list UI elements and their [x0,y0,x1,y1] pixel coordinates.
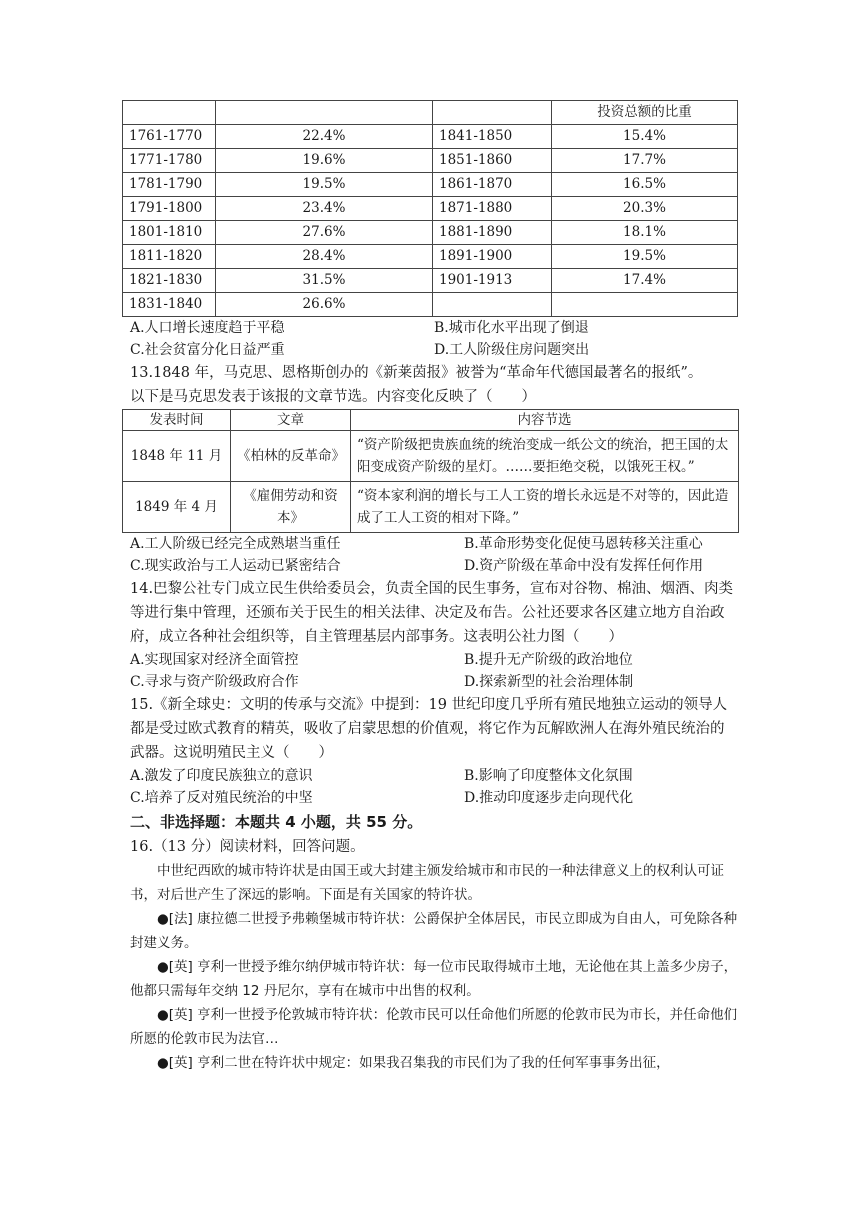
period-cell: 1881-1890 [433,221,552,245]
period-cell: 1851-1860 [433,149,552,173]
q16-material-item: ●[英] 亨利一世授予伦敦城市特许状：伦敦市民可以任命他们所愿的伦敦市民为市长，并任命他们所愿的伦敦市民为法官… [130,1007,738,1047]
q14-option-b[interactable]: B.提升无产阶级的政治地位 [464,652,633,668]
share-cell: 28.4% [216,245,433,269]
period-cell: 1891-1900 [433,245,552,269]
share-cell: 18.1% [552,221,738,245]
period-cell: 1841-1850 [433,125,552,149]
share-cell: 23.4% [216,197,433,221]
q12-options-row-2 [122,339,738,361]
period-cell: 1771-1780 [123,149,216,173]
share-cell: 22.4% [216,125,433,149]
q15-option-d[interactable]: D.推动印度逐步走向现代化 [464,790,634,806]
q14-option-a[interactable]: A.实现国家对经济全面管控 [130,652,299,668]
period-cell: 1761-1770 [123,125,216,149]
share-cell: 19.5% [216,173,433,197]
article-cell: 《雇佣劳动和资本》 [231,482,351,533]
q13-option-a[interactable]: A.工人阶级已经完全成熟堪当重任 [130,536,341,552]
q15-stem: 15.《新全球史：文明的传承与交流》中提到：19 世纪印度几乎所有殖民地独立运动的领导人都是受过欧式教育的精英，吸收了启蒙思想的价值观，将它作为瓦解欧洲人在海外殖民统治的武器。这说明殖民主义（ ） [130,697,728,761]
articles-table [122,409,739,533]
q13-stem-line2: 以下是马克思发表于该报的文章节选。内容变化反映了（ ） [130,389,536,405]
q12-option-d[interactable]: D.工人阶级住房问题突出 [434,342,590,358]
table-header-cell [433,101,552,125]
share-cell: 19.6% [216,149,433,173]
q15-options-row-2 [122,787,738,809]
q13-option-b[interactable]: B.革命形势变化促使马恩转移关注重心 [464,536,703,552]
publish-time-cell: 1849 年 4 月 [123,482,231,533]
table-header-cell: 内容节选 [351,410,739,431]
excerpt-cell: “资产阶级把贵族血统的统治变成一纸公文的统治，把王国的太阳变成资产阶级的星灯。……要拒绝交税，以饿死王权。” [351,431,739,482]
table-row [123,293,738,317]
table-header-row [123,410,739,431]
q13-option-c[interactable]: C.现实政治与工人运动已紧密结合 [130,558,341,574]
q15-option-b[interactable]: B.影响了印度整体文化氛围 [464,768,633,784]
section-title: 二、非选择题：本题共 4 小题，共 55 分。 [130,813,423,831]
q14-options-row-2 [122,671,738,693]
investment-table [122,100,738,317]
table-row [123,431,739,482]
period-cell: 1861-1870 [433,173,552,197]
table-row [123,125,738,149]
q12-option-b[interactable]: B.城市化水平出现了倒退 [434,320,589,336]
exam-page [122,100,738,1075]
share-cell: 16.5% [552,173,738,197]
publish-time-cell: 1848 年 11 月 [123,431,231,482]
share-cell: 17.4% [552,269,738,293]
q16-material-item: ●[英] 亨利二世在特许状中规定：如果我召集我的市民们为了我的任何军事事务出征， [157,1055,670,1071]
share-cell: 27.6% [216,221,433,245]
q12-option-c[interactable]: C.社会贫富分化日益严重 [130,342,285,358]
share-cell: 26.6% [216,293,433,317]
share-cell: 20.3% [552,197,738,221]
q13-options-row-1 [122,533,738,555]
table-row [123,173,738,197]
q16-material-item: ●[法] 康拉德二世授予弗赖堡城市特许状：公爵保护全体居民，市民立即成为自由人，可免除各种封建义务。 [130,911,738,951]
share-cell: 31.5% [216,269,433,293]
q16-material-item: ●[英] 亨利一世授予维尔纳伊城市特许状：每一位市民取得城市土地，无论他在其上盖多少房子，他都只需每年交纳 12 丹尼尔，享有在城市中出售的权利。 [130,959,738,999]
table-header-cell [216,101,433,125]
period-cell [433,293,552,317]
q13-stem-line1: 13.1848 年，马克思、恩格斯创办的《新莱茵报》被誉为“革命年代德国最著名的报纸”。 [130,365,703,381]
q14-option-c[interactable]: C.寻求与资产阶级政府合作 [130,674,299,690]
share-cell [552,293,738,317]
share-cell: 17.7% [552,149,738,173]
share-cell: 15.4% [552,125,738,149]
q14-options-row-1 [122,649,738,671]
table-header-cell: 发表时间 [123,410,231,431]
period-cell: 1901-1913 [433,269,552,293]
table-header-cell [123,101,216,125]
q15-option-a[interactable]: A.激发了印度民族独立的意识 [130,768,313,784]
table-row [123,149,738,173]
period-cell: 1781-1790 [123,173,216,197]
q16-stem: 16.（13 分）阅读材料，回答问题。 [130,839,365,855]
q16-intro: 中世纪西欧的城市特许状是由国王或大封建主颁发给城市和市民的一种法律意义上的权利认可证书，对后世产生了深远的影响。下面是有关国家的特许状。 [130,863,724,903]
table-row [123,245,738,269]
period-cell: 1831-1840 [123,293,216,317]
excerpt-cell: “资本家利润的增长与工人工资的增长永远是不对等的，因此造成了工人工资的相对下降。” [351,482,739,533]
q15-option-c[interactable]: C.培养了反对殖民统治的中坚 [130,790,313,806]
q13-options-row-2 [122,555,738,577]
period-cell: 1811-1820 [123,245,216,269]
share-cell: 19.5% [552,245,738,269]
period-cell: 1801-1810 [123,221,216,245]
q14-stem: 14.巴黎公社专门成立民生供给委员会，负责全国的民生事务，宣布对谷物、棉油、烟酒、肉类等进行集中管理，还颁布关于民生的相关法律、决定及布告。公社还要求各区建立地方自治政府，成立各种社会组织等，自主管理基层内部事务。这表明公社力图（ ） [130,581,734,645]
table-row [123,197,738,221]
table-header-row [123,101,738,125]
table-row [123,482,739,533]
table-header-cell: 文章 [231,410,351,431]
table-row [123,269,738,293]
period-cell: 1821-1830 [123,269,216,293]
table-header-cell: 投资总额的比重 [552,101,738,125]
q15-options-row-1 [122,765,738,787]
q12-option-a[interactable]: A.人口增长速度趋于平稳 [130,320,285,336]
period-cell: 1791-1800 [123,197,216,221]
q12-options-row-1 [122,317,738,339]
article-cell: 《柏林的反革命》 [231,431,351,482]
period-cell: 1871-1880 [433,197,552,221]
table-row [123,221,738,245]
q13-option-d[interactable]: D.资产阶级在革命中没有发挥任何作用 [464,558,704,574]
q14-option-d[interactable]: D.探索新型的社会治理体制 [464,674,634,690]
